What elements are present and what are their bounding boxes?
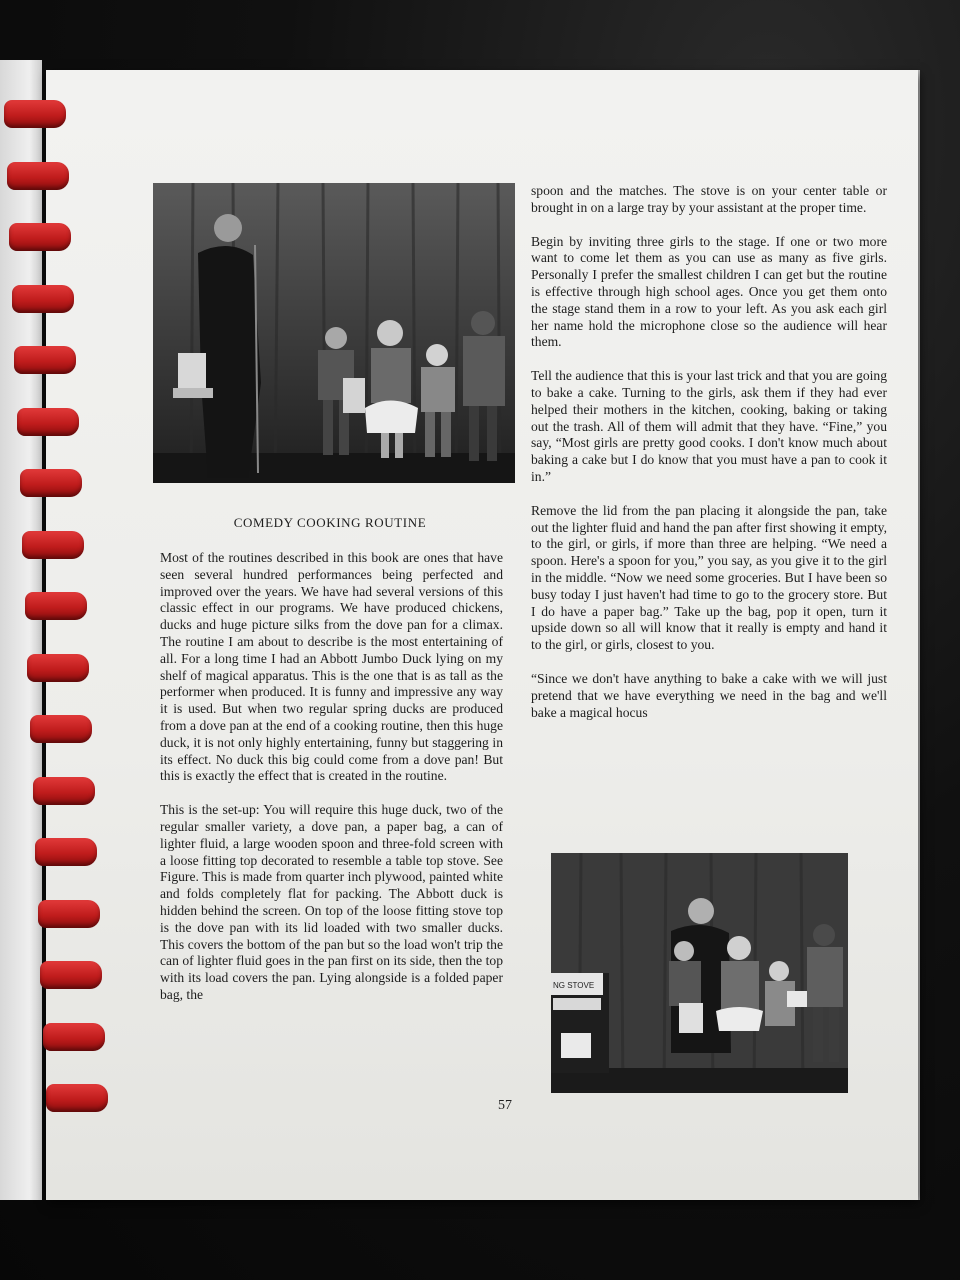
binding-coil bbox=[12, 285, 74, 313]
binding-coil bbox=[30, 715, 92, 743]
binding-coil bbox=[7, 162, 69, 190]
right-text-column bbox=[531, 183, 887, 738]
photo-magician-with-girls bbox=[153, 183, 515, 483]
paragraph: Remove the lid from the pan placing it alongside the pan, take out the lighter fluid and hand the pan after first showing it empty, to the girl, or girls, if more than three are helping. “We need a spoon. Here's a spoon for you,” you say, as you give it to the girl in the middle. “Now we need some groceries. But I have been so busy today I just haven't had time to go to the grocery store. But I do have a paper bag.” Take up the bag, pop it open, turn it upside down so all will know that it really is empty and hand it to the girl, or girls, closest to you. bbox=[531, 502, 887, 653]
paragraph: spoon and the matches. The stove is on your center table or brought in on a large tray by your assistant at the proper time. bbox=[531, 183, 887, 215]
stove-sign-text: NG STOVE bbox=[553, 981, 595, 990]
binding-coil bbox=[9, 223, 71, 251]
page-number: 57 bbox=[498, 1098, 512, 1113]
binding-coil bbox=[27, 654, 89, 682]
binding-coil bbox=[35, 838, 97, 866]
paragraph: Tell the audience that this is your last trick and that you are going to bake a cake. Turning to the girls, ask them if they had ever helped their mothers in the kitchen, cooking, baking or taking out the trash. All of them will admit that they have. “Fine,” you say, “Most girls are pretty good cooks. I don't know much about baking a cake but I do know that you must have a pan to cook it in.” bbox=[531, 368, 887, 484]
binding-coil bbox=[25, 592, 87, 620]
paragraph: This is the set-up: You will require this huge duck, two of the regular smaller variety, a dove pan, a paper bag, a can of lighter fluid, a large wooden spoon and three-fold screen with a loose fitting top decorated to resemble a table top stove. See Figure. This is made from quarter inch plywood, painted white and folds completely flat for packing. The Abbott duck is hidden behind the screen. On top of the loose fitting stove top is the dove pan with its lid loaded with two smaller ducks. This covers the bottom of the pan but so the load won't trip the can of lighter fluid goes in the pan first on its side, then the top with its load covers the pan. Lying alongside is a folded paper bag, the bbox=[160, 802, 503, 1002]
paragraph: “Since we don't have anything to bake a cake with we will just pretend that we have everything we need in the bag and we'll bake a magical hocus bbox=[531, 670, 887, 720]
left-text-column bbox=[160, 550, 503, 1021]
binding-coil bbox=[43, 1023, 105, 1051]
section-heading: COMEDY COOKING ROUTINE bbox=[233, 515, 427, 530]
photo-girls-with-stove bbox=[551, 853, 848, 1093]
paragraph: Most of the routines described in this book are ones that have seen several hundred performances being perfected and improved over the years. We have had several versions of this classic effect in our programs. We have produced chickens, ducks and huge picture silks from the dove pan for a climax. The routine I am about to describe is the most entertaining of all. For a long time I had an Abbott Jumbo Duck lying on my shelf of magical apparatus. This is the one that is as tall as the performer when produced. It is funny and impressive any way it is used. But when two regular spring ducks are produced from a dove pan at the end of a cooking routine, then this huge duck, it is not only highly entertaining, funny but staggering in its effect. No duck this big could come from a dove pan! But this is exactly the effect that is created in the routine. bbox=[160, 550, 503, 784]
binding-coil bbox=[4, 100, 66, 128]
binding-coil bbox=[22, 531, 84, 559]
binding-coil bbox=[46, 1084, 108, 1112]
paragraph: Begin by inviting three girls to the stage. If one or two more want to come let them as you can use as many as five girls. Personally I prefer the smallest children I can get but the routine is effective through high school ages. Once you get them onto the stage stand them in a row to your left. As you ask each girl her name hold the microphone close so the audience will hear them. bbox=[531, 233, 887, 350]
binding-coil bbox=[14, 346, 76, 374]
binding-coil bbox=[20, 469, 82, 497]
binding-coil bbox=[17, 408, 79, 436]
binding-coil bbox=[38, 900, 100, 928]
binding-coil bbox=[33, 777, 95, 805]
binding-coil bbox=[40, 961, 102, 989]
